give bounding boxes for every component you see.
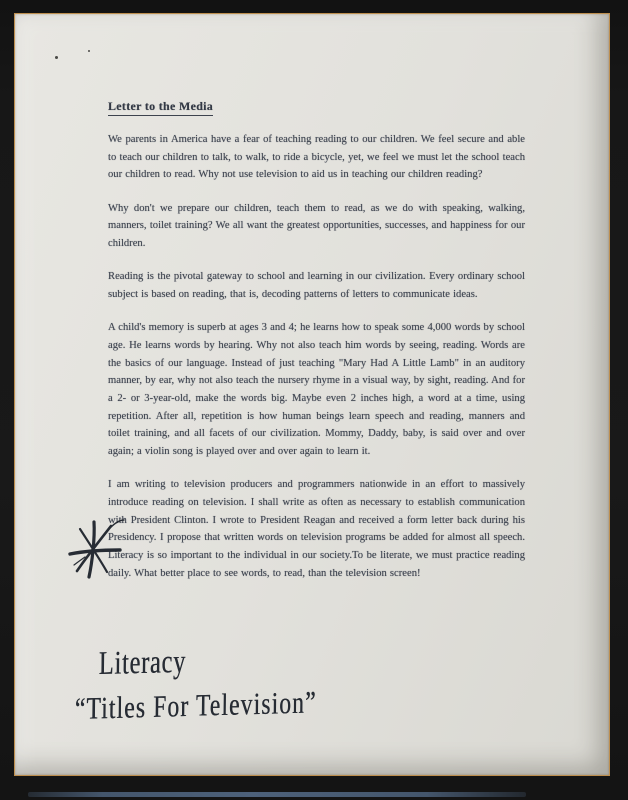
letter-paper bbox=[14, 13, 610, 776]
letter-title: Letter to the Media bbox=[108, 99, 213, 116]
handwritten-title-annotation: “Titles For Television” bbox=[74, 684, 317, 727]
letter-paragraph: Reading is the pivotal gateway to school and learning in our civilization. Every ordinary school subject is based on reading, that is, decoding patterns of letters to communicate ideas. bbox=[108, 271, 525, 300]
letter-paragraph: We parents in America have a fear of teaching reading to our children. We feel secure and able to teach our children to talk, to walk, to ride a bicycle, yet, we feel we must let the school teach our children to read. Why not use television to aid us in teaching our children reading? bbox=[108, 134, 525, 181]
letter-paragraph: I am writing to television producers and programmers nationwide in an effort to massively introduce reading on television. I shall write as often as necessary to establish communication with President Clinton. I wrote to President Reagan and received a form letter back during his Presidency. I propose that written words on television programs be added for almost all speech. Literacy is so important to the individual in our society.To be literate, we must practice reading daily. What better place to see words, to read, than the television screen! bbox=[108, 479, 525, 579]
asterisk-margin-mark-icon bbox=[67, 515, 125, 583]
handwritten-label-literacy: Literacy bbox=[98, 643, 187, 683]
letter-paragraph: A child's memory is superb at ages 3 and 4; he learns how to speak some 4,000 words by school age. He learns words by hearing. Why not also teach him words by seeing, reading. Words are the basics of our language. Instead of just teaching "Mary Had A Little Lamb" in an auditory manner, by ear, why not also teach the nursery rhyme in a visual way, by sight, reading. And for a 2- or 3-year-old, make the words big. Maybe even 2 inches high, a word at a time, using repetition. After all, repetition is how human beings learn speech and reading, manners and toilet training, and all facets of our civilization. Mommy, Daddy, baby, is said over and over again; a violin song is played over and over again to learn it. bbox=[108, 322, 525, 458]
scanner-edge-artifact bbox=[28, 792, 526, 797]
letter-paragraph: Why don't we prepare our children, teach them to read, as we do with speaking, walking, manners, toilet training? We all want the greatest opportunities, successes, and happiness for our children. bbox=[108, 202, 525, 250]
letter-content bbox=[15, 14, 609, 598]
